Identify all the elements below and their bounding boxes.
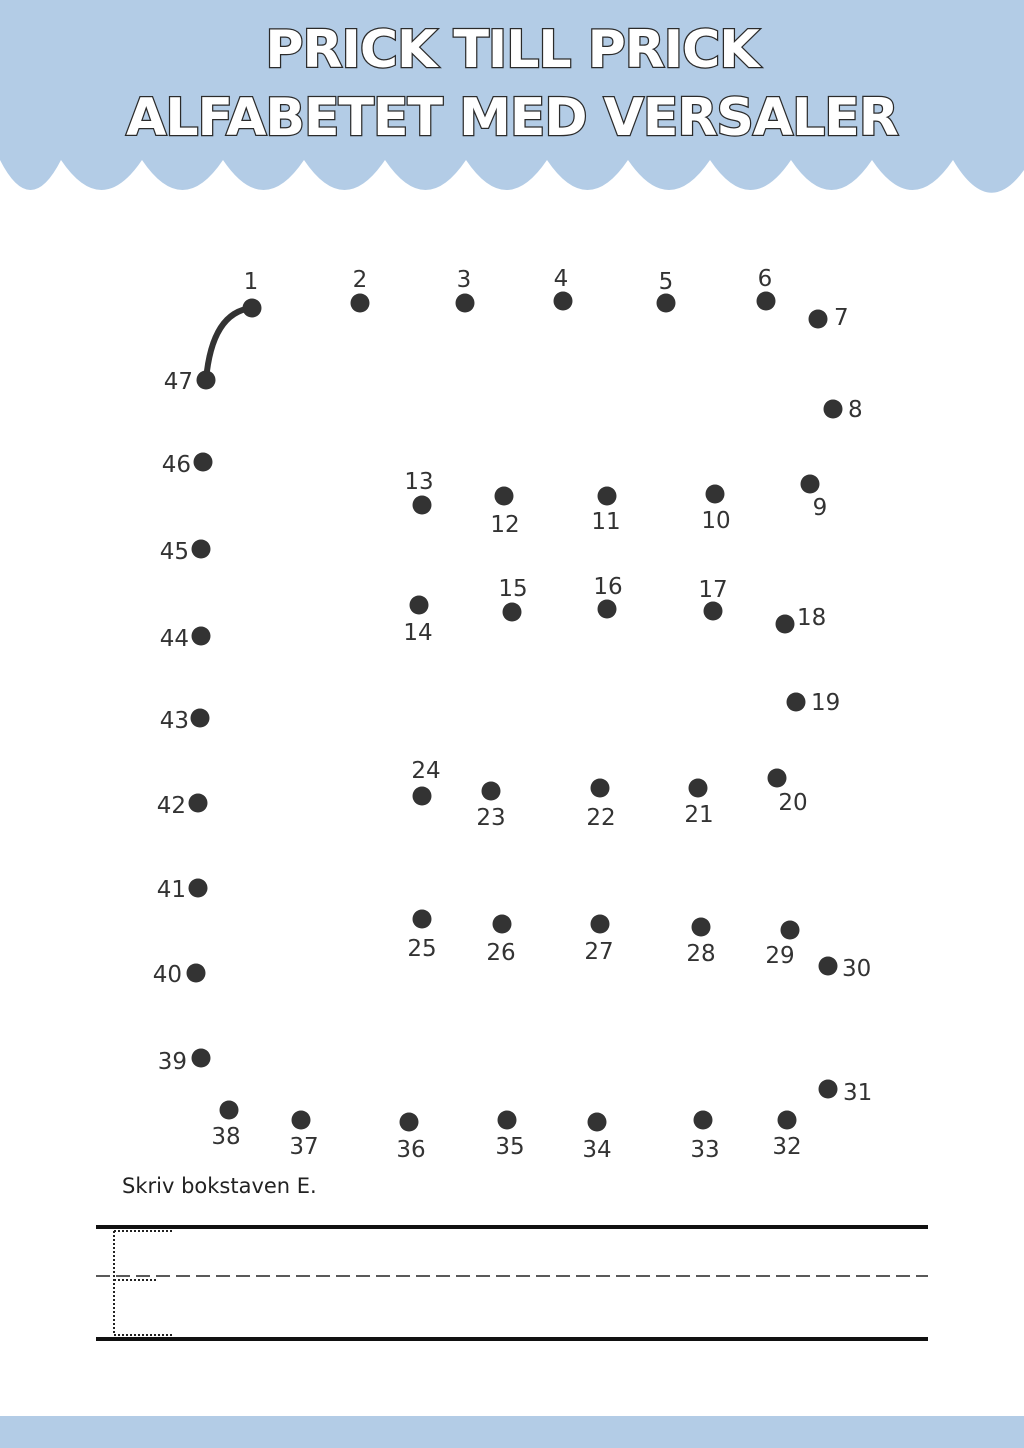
footer-banner [0, 1416, 1024, 1448]
dot-label-28: 28 [686, 941, 716, 967]
dot-label-14: 14 [403, 620, 433, 646]
dot-label-1: 1 [243, 269, 259, 295]
dot-label-44: 44 [159, 626, 189, 652]
dot-label-3: 3 [456, 267, 472, 293]
dot-label-20: 20 [778, 790, 808, 816]
dot-label-40: 40 [152, 962, 182, 988]
dot-label-38: 38 [211, 1124, 241, 1150]
dot-label-47: 47 [163, 369, 193, 395]
dot-label-34: 34 [582, 1137, 612, 1163]
dot-label-10: 10 [701, 508, 731, 534]
dot-label-41: 41 [156, 877, 186, 903]
dot-label-39: 39 [157, 1049, 187, 1075]
dot-label-19: 19 [811, 690, 841, 716]
dot-label-43: 43 [159, 708, 189, 734]
dot-label-26: 26 [486, 940, 516, 966]
dot-label-13: 13 [404, 469, 434, 495]
dot-label-29: 29 [765, 943, 795, 969]
dot-label-33: 33 [690, 1137, 720, 1163]
dot-label-35: 35 [495, 1134, 525, 1160]
dot-label-4: 4 [553, 266, 569, 292]
dot-label-24: 24 [411, 758, 441, 784]
title-line-1: PRICK TILL PRICK [265, 20, 759, 80]
dot-label-30: 30 [842, 956, 872, 982]
dot-label-21: 21 [684, 802, 714, 828]
dot-label-5: 5 [658, 269, 674, 295]
dot-label-23: 23 [476, 805, 506, 831]
dot-label-25: 25 [407, 936, 437, 962]
dot-label-45: 45 [159, 539, 189, 565]
dot-label-11: 11 [591, 509, 621, 535]
dot-label-36: 36 [396, 1137, 426, 1163]
dot-label-9: 9 [812, 495, 828, 521]
dot-label-16: 16 [593, 574, 623, 600]
dot-label-2: 2 [352, 267, 368, 293]
dot-label-31: 31 [843, 1080, 873, 1106]
dot-label-8: 8 [848, 397, 863, 423]
dot-label-7: 7 [834, 305, 849, 331]
dot-label-37: 37 [289, 1134, 319, 1160]
dot-label-6: 6 [757, 266, 773, 292]
dot-label-15: 15 [498, 576, 528, 602]
dot-label-12: 12 [490, 512, 520, 538]
dot-label-17: 17 [698, 577, 728, 603]
traceable-letter-e [114, 1231, 172, 1335]
dot-label-22: 22 [586, 805, 616, 831]
dot-label-18: 18 [797, 605, 827, 631]
dot-label-32: 32 [772, 1134, 802, 1160]
dot-label-42: 42 [156, 793, 186, 819]
dot-label-46: 46 [161, 452, 191, 478]
dot-label-27: 27 [584, 939, 614, 965]
instruction-text: Skriv bokstaven E. [122, 1174, 317, 1198]
title-line-2: ALFABETET MED VERSALER [126, 88, 898, 148]
